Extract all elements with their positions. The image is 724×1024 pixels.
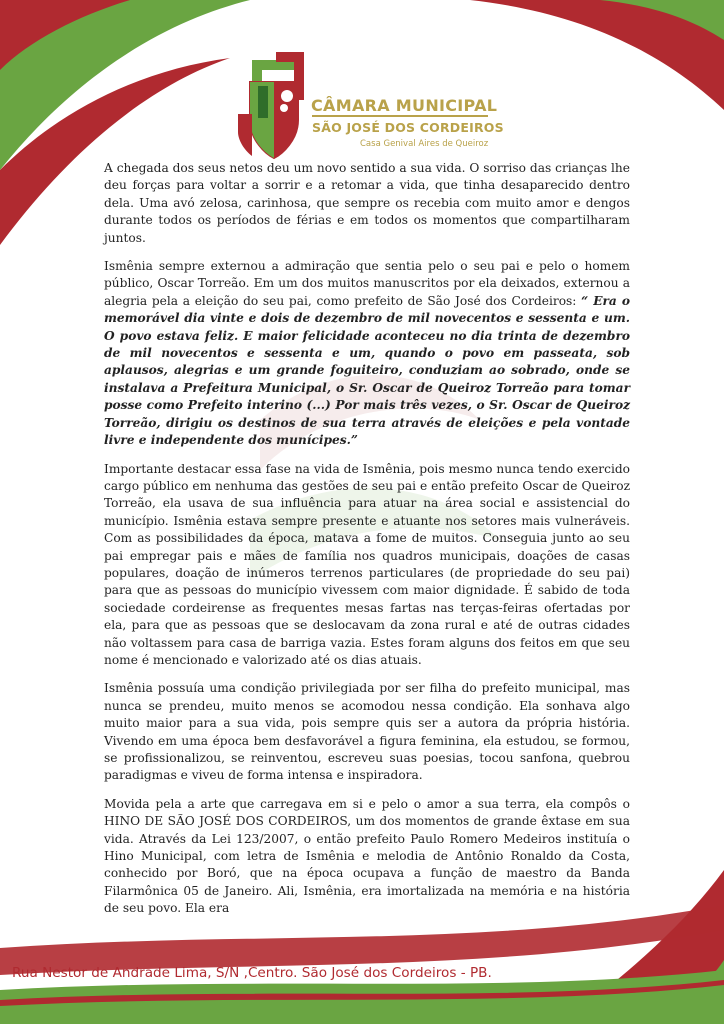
paragraph-2-intro: Ismênia sempre externou a admiração que sentia pelo o seu pai e pelo o homem público, Oscar Torreão. Em um dos muitos manuscritos por ela deixados, externou a alegria pela a eleição do seu pai, como prefeito de São José dos Cordeiros:	[104, 259, 630, 308]
paragraph-4: Ismênia possuía uma condição privilegiada por ser filha do prefeito municipal, mas nunca se prendeu, muito menos se acomodou nessa condição. Ela sonhava algo muito maior para a sua vida, pois sempre quis ser a autora da própria história. Vivendo em uma época bem desfavorável a figura feminina, ela estudou, se formou, se profissionalizou, se reinventou, escreveu suas poesias, tocou sanfona, quebrou paradigmas e viveu de forma intensa e inspiradora.	[104, 681, 630, 783]
house-name: Casa Genival Aires de Queiroz	[360, 139, 489, 149]
paragraph-1: A chegada dos seus netos deu um novo sentido a sua vida. O sorriso das crianças lhe deu forças para voltar a sorrir e a retomar a vida, que tinha desaparecido dentro dela. Uma avó zelosa, carinhosa, que sempre os recebia com muito amor e dengos durante todos os períodos de férias e em todos os momentos que compartilharam juntos.	[104, 161, 630, 245]
paragraph-5: Movida pela a arte que carregava em si e pelo o amor a sua terra, ela compôs o HINO DE SÃO JOSÉ DOS CORDEIROS, um dos momentos de grande êxtase em sua vida. Através da Lei 123/2007, o então prefeito Paulo Romero Medeiros instituía o Hino Municipal, com letra de Ismênia e melodia de Antônio Ronaldo da Costa, conhecido por Boró, que na época ocupava a função de maestro da Banda Filarmônica 05 de Janeiro. Ali, Ismênia, era imortalizada na memória e na história de seu povo. Ela era	[104, 796, 630, 916]
municipal-crest-icon	[232, 52, 312, 160]
paragraph-2-quote: “ Era o memorável dia vinte e dois de dezembro de mil novecentos e sessenta e um. O povo estava feliz. E maior felicidade aconteceu no dia trinta de dezembro de mil novecentos e sessenta e um, quando o povo em passeata, sob aplausos, alegrias e um grande foguiteiro, conduziam ao sobrado, onde se instalava a Prefeitura Municipal, o Sr. Oscar de Queiroz Torreão para tomar posse como Prefeito interino (...) Por mais três vezes, o Sr. Oscar de Queiroz Torreão, dirigiu os destinos de sua terra através de eleições e pela vontade livre e independente dos munícipes.”	[104, 293, 630, 448]
footer-address: Rua Nestor de Andrade Lima, S/N ,Centro. São José dos Cordeiros - PB.	[12, 965, 492, 981]
paragraph-3: Importante destacar essa fase na vida de Ismênia, pois mesmo nunca tendo exercido cargo público em nenhuma das gestões de seu pai e então prefeito Oscar de Queiroz Torreão, ela usava de sua influência para atuar na área social e assistencial do município. Ismênia estava sempre presente e atuante nos setores mais vulneráveis. Com as possibilidades da época, matava a fome de muitos. Conseguia junto ao seu pai empregar pais e mães de família nos quadros municipais, doações de casas populares, doação de inúmeros terrenos particulares (de propriedade do seu pai) para que as pessoas do município vivessem com maior dignidade. É sabido de toda sociedade cordeirense as frequentes mesas fartas nas terças-feiras ofertadas por ela, para que as pessoas que se deslocavam da zona rural e até de outras cidades não voltassem para casa de barriga vazia. Estes foram alguns dos feitos em que seu nome é mencionado e valorizado até os dias atuais.	[104, 461, 630, 667]
city-name: SÃO JOSÉ DOS CORDEIROS	[312, 120, 504, 135]
document-body	[104, 160, 630, 929]
paragraph-2	[104, 258, 630, 449]
header	[232, 52, 504, 162]
chamber-title: CÂMARA MUNICIPAL	[311, 96, 498, 115]
title-divider	[312, 115, 488, 117]
